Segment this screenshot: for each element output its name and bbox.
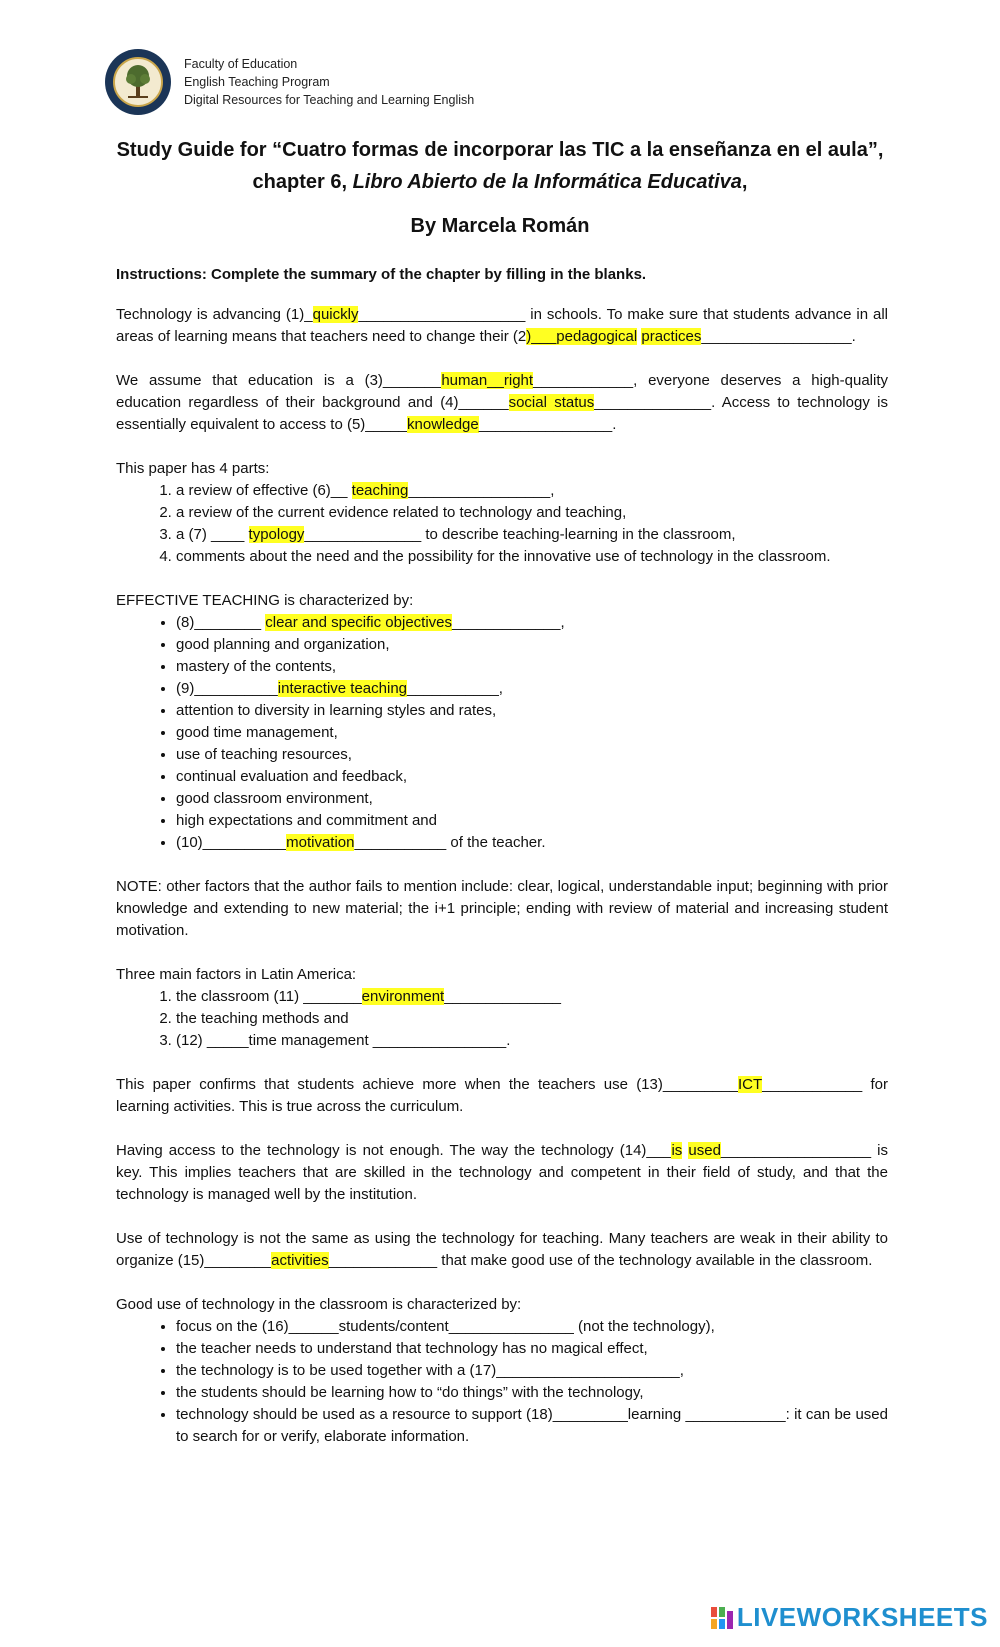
liveworksheets-logo-icon [711,1607,733,1629]
answer-6[interactable]: teaching [351,482,409,499]
list-item: 1. the classroom (11) _______environment______________ [176,986,888,1008]
liveworksheets-brand[interactable] [711,1602,988,1633]
list-item: • high expectations and commitment and [176,810,888,832]
list-item: 2. the teaching methods and [176,1008,888,1030]
answer-5[interactable]: knowledge [407,416,479,433]
header-faculty: Faculty of Education [184,57,298,71]
answer-13[interactable]: ICT [737,1076,763,1093]
answer-2b[interactable]: practices [641,328,702,345]
answer-14a[interactable]: is [671,1142,683,1159]
author-byline: By Marcela Román [410,215,590,237]
list-item: • (8)________ clear and specific objectives_____________, [176,612,888,634]
answer-2a[interactable]: )___pedagogical [526,328,638,345]
instructions: Instructions: Complete the summary of the chapter by filling in the blanks. [116,266,647,283]
latin-intro: Three main factors in Latin America: [116,966,357,983]
list-item: 3. a (7) ____ typology______________ to describe teaching-learning in the classroom, [176,524,888,546]
effective-intro: EFFECTIVE TEACHING is characterized by: [116,592,414,609]
answer-7[interactable]: typology [248,526,305,543]
answer-14b[interactable]: used [688,1142,721,1159]
header-resources: Digital Resources for Teaching and Learning English [184,93,475,107]
list-item: • use of teaching resources, [176,744,888,766]
list-item: • (10)__________motivation___________ of the teacher. [176,832,888,854]
answer-8[interactable]: clear and specific objectives [265,614,453,631]
brand-text: LIVEWORKSHEETS [736,1602,988,1632]
paragraph-2: We assume that education is a (3)_______human__right____________, everyone deserves a high-quality education regardless of their background and (4)______social status______________. Access to technology is essentially equivalent to access to (5)_____knowledge________________. [116,372,888,433]
worksheet-body [116,264,888,1470]
list-item: • technology should be used as a resource to support (18)_________learning ____________: it can be used to search for or verify, elaborate information. [176,1404,888,1448]
list-item: • mastery of the contents, [176,656,888,678]
title-line-1: Study Guide for “Cuatro formas de incorporar las TIC a la enseñanza en el aula”, [116,139,884,161]
title-line-2: chapter 6, Libro Abierto de la Informática Educativa, [252,171,748,193]
use-paragraph: Use of technology is not the same as using the technology for teaching. Many teachers are weak in their ability to organize (15)________activities_____________ that make good use of the technology available in the classroom. [116,1230,888,1269]
book-title: Libro Abierto de la Informática Educativa [352,171,742,193]
list-item: • the technology is to be used together with a (17)______________________, [176,1360,888,1382]
list-item: • good time management, [176,722,888,744]
list-item: 4. comments about the need and the possibility for the innovative use of technology in the classroom. [176,546,888,568]
ict-paragraph: This paper confirms that students achieve more when the teachers use (13)_________ICT____________ for learning activities. This is true across the curriculum. [116,1076,888,1115]
list-item: • good planning and organization, [176,634,888,656]
university-seal-icon [104,48,172,116]
answer-15[interactable]: activities [271,1252,329,1269]
effective-list [116,612,888,854]
paragraph-1: Technology is advancing (1)_quickly____________________ in schools. To make sure that students advance in all areas of learning means that teachers need to change their (2)___pedagogical practices__________________. [116,306,888,345]
answer-3[interactable]: human__right [441,372,534,389]
list-item: 1. a review of effective (6)__ teaching_________________, [176,480,888,502]
gooduse-list [116,1316,888,1448]
document-header [104,46,474,118]
list-item: • the teacher needs to understand that technology has no magical effect, [176,1338,888,1360]
list-item: • attention to diversity in learning styles and rates, [176,700,888,722]
list-item: • (9)__________interactive teaching___________, [176,678,888,700]
answer-4[interactable]: social status [508,394,595,411]
list-item: 3. (12) _____time management ________________. [176,1030,888,1052]
answer-11[interactable]: environment [361,988,445,1005]
answer-1[interactable]: quickly [312,306,359,323]
list-item: 2. a review of the current evidence related to technology and teaching, [176,502,888,524]
gooduse-intro: Good use of technology in the classroom is characterized by: [116,1296,522,1313]
access-paragraph: Having access to the technology is not enough. The way the technology (14)___is used__________________ is key. This implies teachers that are skilled in the technology and competent in their field of study, and that the technology is managed well by the institution. [116,1142,888,1203]
parts-intro: This paper has 4 parts: [116,460,270,477]
page-title [100,134,900,198]
parts-list [116,480,888,568]
list-item: • the students should be learning how to “do things” with the technology, [176,1382,888,1404]
latin-list [116,986,888,1052]
answer-9[interactable]: interactive teaching [277,680,408,697]
note-paragraph: NOTE: other factors that the author fails to mention include: clear, logical, understandable input; beginning with prior knowledge and extending to new material; the i+1 principle; ending with review of material and increasing student motivation. [116,878,888,939]
list-item: • continual evaluation and feedback, [176,766,888,788]
answer-10[interactable]: motivation [286,834,355,851]
list-item: • focus on the (16)______students/content_______________ (not the technology), [176,1316,888,1338]
list-item: • good classroom environment, [176,788,888,810]
header-program: English Teaching Program [184,75,330,89]
